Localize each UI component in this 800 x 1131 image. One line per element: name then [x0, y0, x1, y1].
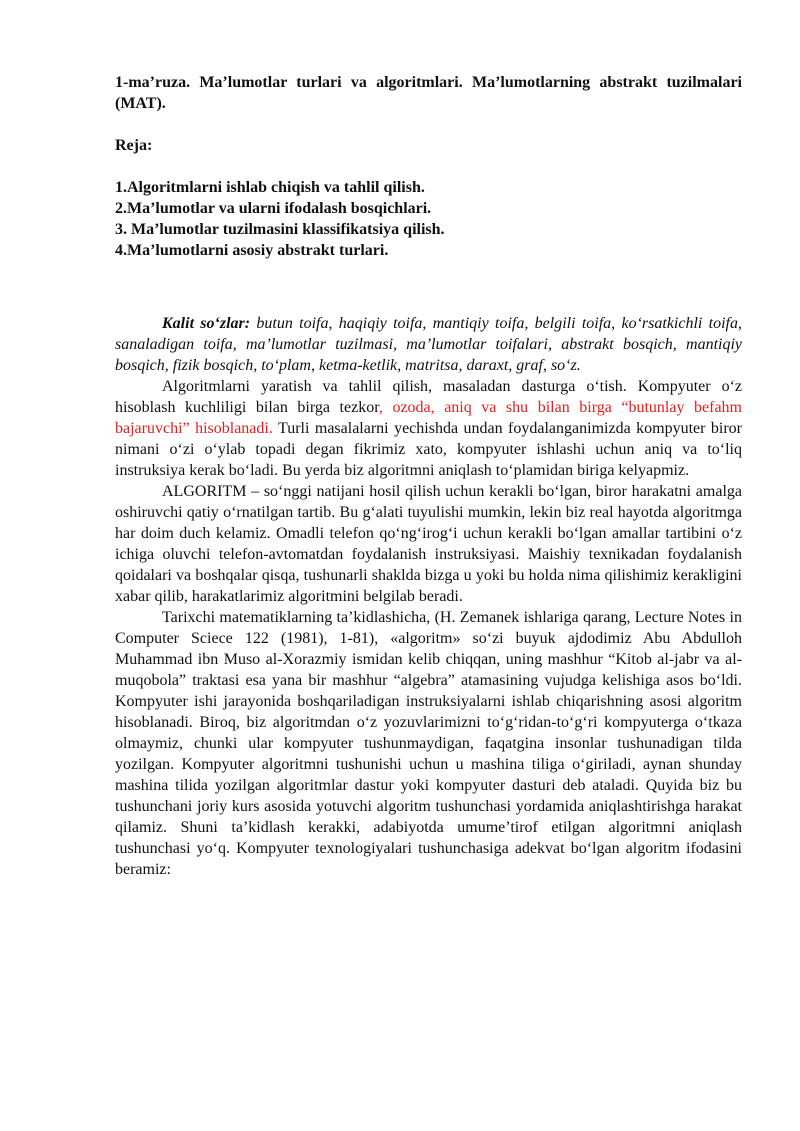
keywords-paragraph — [115, 313, 742, 376]
plan-item: 3. Ma’lumotlar tuzilmasini klassifikatsiya qilish. — [115, 221, 445, 238]
plan-list — [115, 177, 742, 261]
keywords-label: Kalit so‘zlar: — [162, 315, 251, 332]
body-paragraph-3: Tarixchi matematiklarning ta’kidlashicha, (H. Zemanek ishlariga qarang, Lecture Notes in Computer Sciece 122 (1981), 1-81), «algoritm» so‘zi buyuk ajdodimiz Abu Abdulloh Muhammad ibn Muso al-Xorazmiy ismidan kelib chiqqan, uning mashhur “Kitob al-jabr va al-muqobola” traktasi esa yana bir mashhur “algebra” atamasining vujudga kelishiga asos bo‘ldi. Kompyuter ishi jarayonida boshqariladigan instruksiyalarni ishlab chiqarishning asosi algoritm hisoblanadi. Biroq, biz algoritmdan o‘z yozuvlarimizni to‘g‘ridan-to‘g‘ri kompyuterga o‘tkaza olmaymiz, chunki ular kompyuter tushunmaydigan, faqatgina insonlar tushunadigan tilda yozilgan. Kompyuter algoritmni tushunishi uchun u mashina tiliga o‘giriladi, aynan shunday mashina tilida yozilgan algoritmlar dastur yoki kompyuter dasturi deb ataladi. Quyida biz bu tushunchani joriy kurs asosida yotuvchi algoritm tushunchasi yordamida aniqlashtirishga harakat qilamiz. Shuni ta’kidlash kerakki, adabiyotda umume’tirof etilgan algoritmni aniqlash tushunchasi yo‘q. Kompyuter texnologiyalari tushunchasiga adekvat bo‘lgan algoritm ifodasini beramiz: — [115, 609, 742, 878]
plan-item: 1.Algoritmlarni ishlab chiqish va tahlil qilish. — [115, 179, 425, 196]
plan-item: 4.Ma’lumotlarni asosiy abstrakt turlari. — [115, 242, 389, 259]
plan-heading: Reja: — [115, 137, 153, 154]
paragraph-1-highlight: , ozoda, aniq va shu bilan birga “butunlay befahm bajaruvchi” hisoblanadi. — [115, 399, 743, 437]
document-page — [115, 72, 742, 880]
plan-item: 2.Ma’lumotlar va ularni ifodalash bosqichlari. — [115, 200, 432, 217]
paragraph-1-text-start: Algoritmlarni yaratish va tahlil qilish, masaladan dasturga o‘tish. Kompyuter o‘z hisoblash kuchliligi bilan birga tezkor — [115, 378, 742, 416]
body-paragraph-1 — [115, 376, 742, 481]
body-paragraph-2: ALGORITM – so‘nggi natijani hosil qilish uchun kerakli bo‘lgan, biror harakatni amalga oshiruvchi qatiy o‘rnatilgan tartib. Bu g‘alati tuyulishi mumkin, lekin biz real hayotda algoritmga har doim duch kelamiz. Omadli telefon qo‘ng‘irog‘i uchun kerakli bo‘lgan amallar tartibini o‘z ichiga oluvchi telefon-avtomatdan foydalanish instruksiyasi. Maishiy texnikadan foydalanish qoidalari va boshqalar qisqa, tushunarli shaklda bizga u yoki bu holda nima qilishimiz kerakligini xabar qilib, harakatlarimiz algoritmini belgilab beradi. — [115, 483, 742, 605]
keywords-list: butun toifa, haqiqiy toifa, mantiqiy toifa, belgili toifa, ko‘rsatkichli toifa, sanaladigan toifa, ma’lumotlar tuzilmasi, ma’lumotlar toifalari, abstrakt bosqich, mantiqiy bosqich, fizik bosqich, to‘plam, ketma-ketlik, matritsa, daraxt, graf, so‘z. — [115, 315, 742, 374]
paragraph-1-text-end: Turli masalalarni yechishda undan foydalanganimizda kompyuter biror nimani o‘zi o‘ylab topadi degan fikrimiz xato, kompyuter ishlashi uchun aniq va to‘liq instruksiya kerak bo‘ladi. Bu yerda biz algoritmni aniqlash to‘plamidan biriga kelyapmiz. — [115, 420, 743, 479]
lecture-title: 1-ma’ruza. Ma’lumotlar turlari va algoritmlari. Ma’lumotlarning abstrakt tuzilmalari (MAT). — [115, 74, 742, 112]
